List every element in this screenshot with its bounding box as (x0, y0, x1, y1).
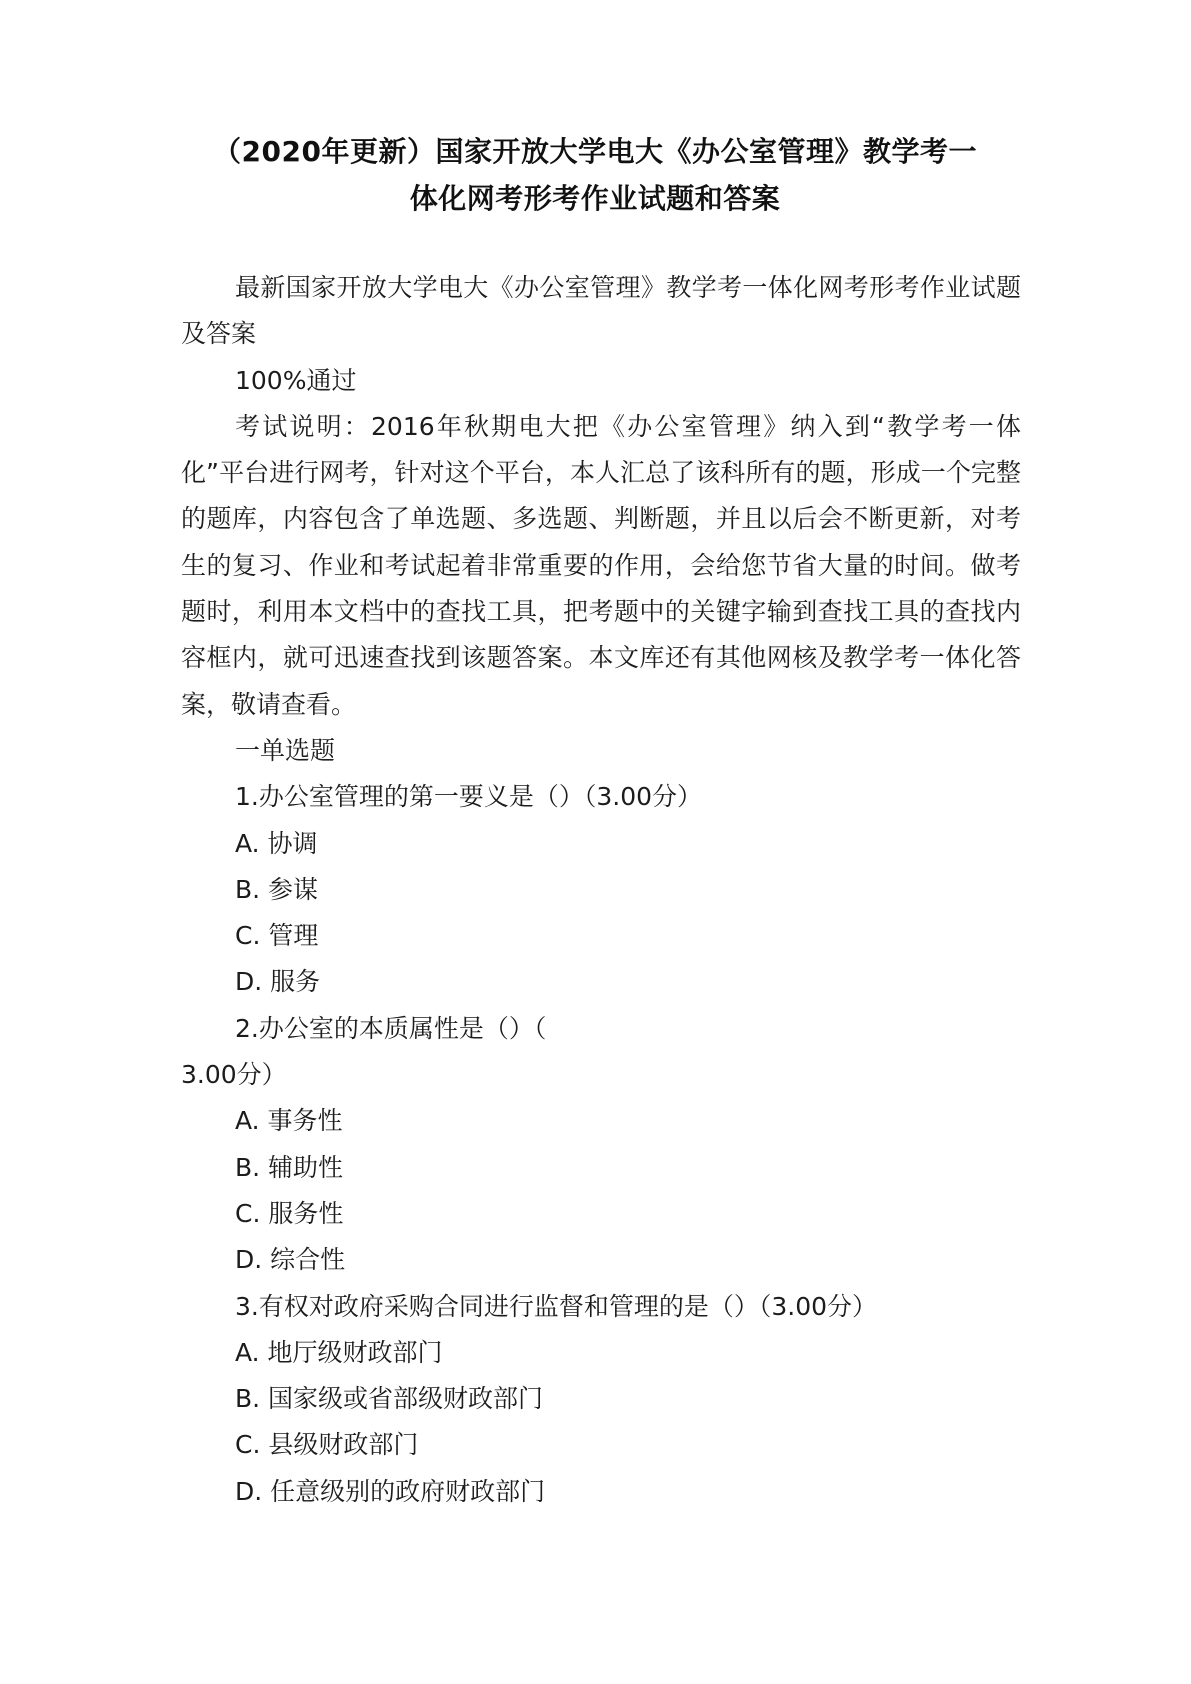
question-2-text-line-1: 2.办公室的本质属性是（）（ (235, 1013, 547, 1043)
question-2-text-line-2: 3.00分） (181, 1060, 287, 1090)
question-2-option-c: C. 服务性 (235, 1198, 344, 1228)
question-3-option-c: C. 县级财政部门 (235, 1430, 419, 1460)
pass-rate-line: 100%通过 (235, 365, 357, 395)
question-3-option-b: B. 国家级或省部级财政部门 (235, 1384, 544, 1414)
title-line-1: （2020年更新）国家开放大学电大《办公室管理》教学考一 (213, 135, 977, 168)
document-title (150, 128, 1040, 222)
question-1-option-d: D. 服务 (235, 967, 321, 997)
question-1-option-c: C. 管理 (235, 921, 319, 951)
question-1-option-a: A. 协调 (235, 828, 318, 858)
title-line-2: 体化网考形考作业试题和答案 (409, 182, 781, 215)
document-body (181, 265, 1021, 1515)
question-3-text: 3.有权对政府采购合同进行监督和管理的是（）（3.00分） (235, 1291, 878, 1321)
intro-paragraph: 最新国家开放大学电大《办公室管理》教学考一体化网考形考作业试题及答案 (181, 273, 1021, 349)
question-1-text: 1.办公室管理的第一要义是（）（3.00分） (235, 782, 703, 812)
question-2-option-b: B. 辅助性 (235, 1152, 344, 1182)
question-1-option-b: B. 参谋 (235, 874, 319, 904)
question-2-option-a: A. 事务性 (235, 1106, 343, 1136)
question-3-option-a: A. 地厅级财政部门 (235, 1337, 443, 1367)
question-3-option-d: D. 任意级别的政府财政部门 (235, 1476, 546, 1506)
question-2-option-d: D. 综合性 (235, 1245, 346, 1275)
exam-note-paragraph: 考试说明：2016年秋期电大把《办公室管理》纳入到“教学考一体化”平台进行网考，针对这个平台，本人汇总了该科所有的题，形成一个完整的题库，内容包含了单选题、多选题、判断题，并且以后会不断更新，对考生的复习、作业和考试起着非常重要的作用，会给您节省大量的时间。做考题时，利用本文档中的查找工具，把考题中的关键字输到查找工具的查找内容框内，就可迅速查找到该题答案。本文库还有其他网核及教学考一体化答案，敬请查看。 (181, 411, 1021, 719)
section-heading: 一单选题 (235, 735, 336, 765)
